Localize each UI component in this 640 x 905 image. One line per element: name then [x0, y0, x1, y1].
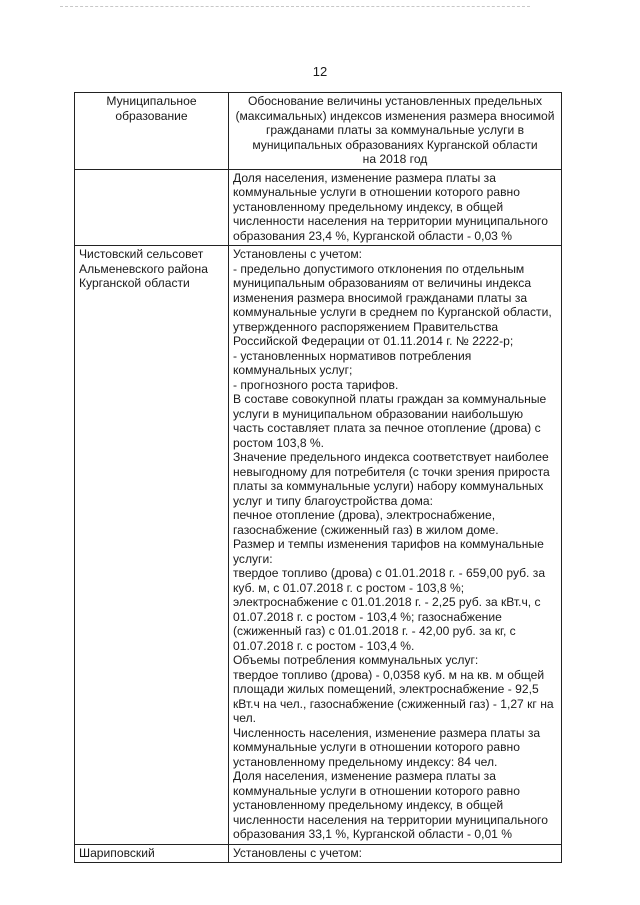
paragraph: Доля населения, изменение размера платы за коммунальные услуги в отношении которого равно установленному предельному индексу, в общей численности населения на территории муниципального образования 33,1 %, Курганской области - 0,01 % [233, 769, 548, 841]
paragraph: - установленных нормативов потребления коммунальных услуг; [233, 348, 472, 377]
table-row [75, 169, 562, 246]
header-line: гражданами платы за коммунальные услуги в [265, 123, 525, 137]
paragraph: Доля населения, изменение размера платы за коммунальные услуги в отношении которого равно установленному предельному индексу, в общей численности населения на территории муниципального образования 23,4 %, Курганской области - 0,03 % [233, 170, 548, 243]
justification-cell [229, 246, 562, 845]
paragraph: Установлены с учетом: [233, 845, 362, 860]
header-line: Обоснование величины установленных предельных [247, 94, 543, 108]
municipality-cell: Чистовский сельсовет Альменевского района Курганской области [75, 246, 229, 845]
header-municipality: Муниципальное образование [75, 93, 229, 170]
paragraph: - предельно допустимого отклонения по отдельным муниципальным образованиям от величины индекса изменения размера вносимой гражданами платы за коммунальные услуги в среднем по Курганской области, утвержденного распоряжением Правительства Российской Федерации от 01.11.2014 г. № 2222-р; [233, 261, 552, 348]
header-justification [229, 93, 562, 170]
paragraph: печное отопление (дрова), электроснабжение, газоснабжение (сжиженный газ) в жилом доме. [233, 508, 499, 537]
paragraph: Значение предельного индекса соответствует наиболее невыгодному для потребителя (с точки зрения прироста платы за коммунальные услуги) набору коммунальных услуг и типу благоустройства дома: [233, 450, 550, 508]
page-number: 12 [312, 64, 328, 79]
justification-cell [229, 844, 562, 863]
scan-artifact-line [60, 6, 530, 7]
table-row [75, 844, 562, 863]
header-line: на 2018 год [362, 152, 428, 166]
paragraph: Размер и темпы изменения тарифов на коммунальные услуги: [233, 537, 544, 566]
header-line: (максимальных) индексов изменения размера вносимой [235, 108, 555, 123]
paragraph: твердое топливо (дрова) с 01.01.2018 г. - 659,00 руб. за куб. м, с 01.07.2018 г. с ростом - 103,8 %; электроснабжение с 01.01.2018 г. - 2,25 руб. за кВт.ч, с 01.07.2018 г. с ростом - 103,4 %; газоснабжение (сжиженный газ) с 01.01.2018 г. - 42,00 руб. за кг, с 01.07.2018 г. с ростом - 103,4 %. [233, 566, 546, 653]
header-line: муниципальных образованиях Курганской области [252, 137, 538, 152]
paragraph: Объемы потребления коммунальных услуг: [233, 653, 479, 667]
paragraph: В составе совокупной платы граждан за коммунальные услуги в муниципальном образовании наибольшую часть составляет плата за печное отопление (дрова) с ростом 103,8 %. [233, 392, 547, 450]
paragraph: Установлены с учетом: [233, 247, 362, 261]
table-header-row [75, 93, 562, 170]
paragraph: - прогнозного роста тарифов. [233, 377, 399, 392]
paragraph: Численность населения, изменение размера платы за коммунальные услуги в отношении которого равно установленному предельному индексу: 84 чел. [233, 725, 541, 769]
paragraph: твердое топливо (дрова) - 0,0358 куб. м на кв. м общей площади жилых помещений, электроснабжение - 92,5 кВт.ч на чел., газоснабжение (сжиженный газ) - 1,27 кг на чел. [233, 667, 554, 725]
municipality-cell [75, 169, 229, 246]
table-row [75, 246, 562, 845]
justification-table [74, 92, 562, 863]
justification-cell [229, 169, 562, 246]
municipality-cell: Шариповский [75, 844, 229, 863]
